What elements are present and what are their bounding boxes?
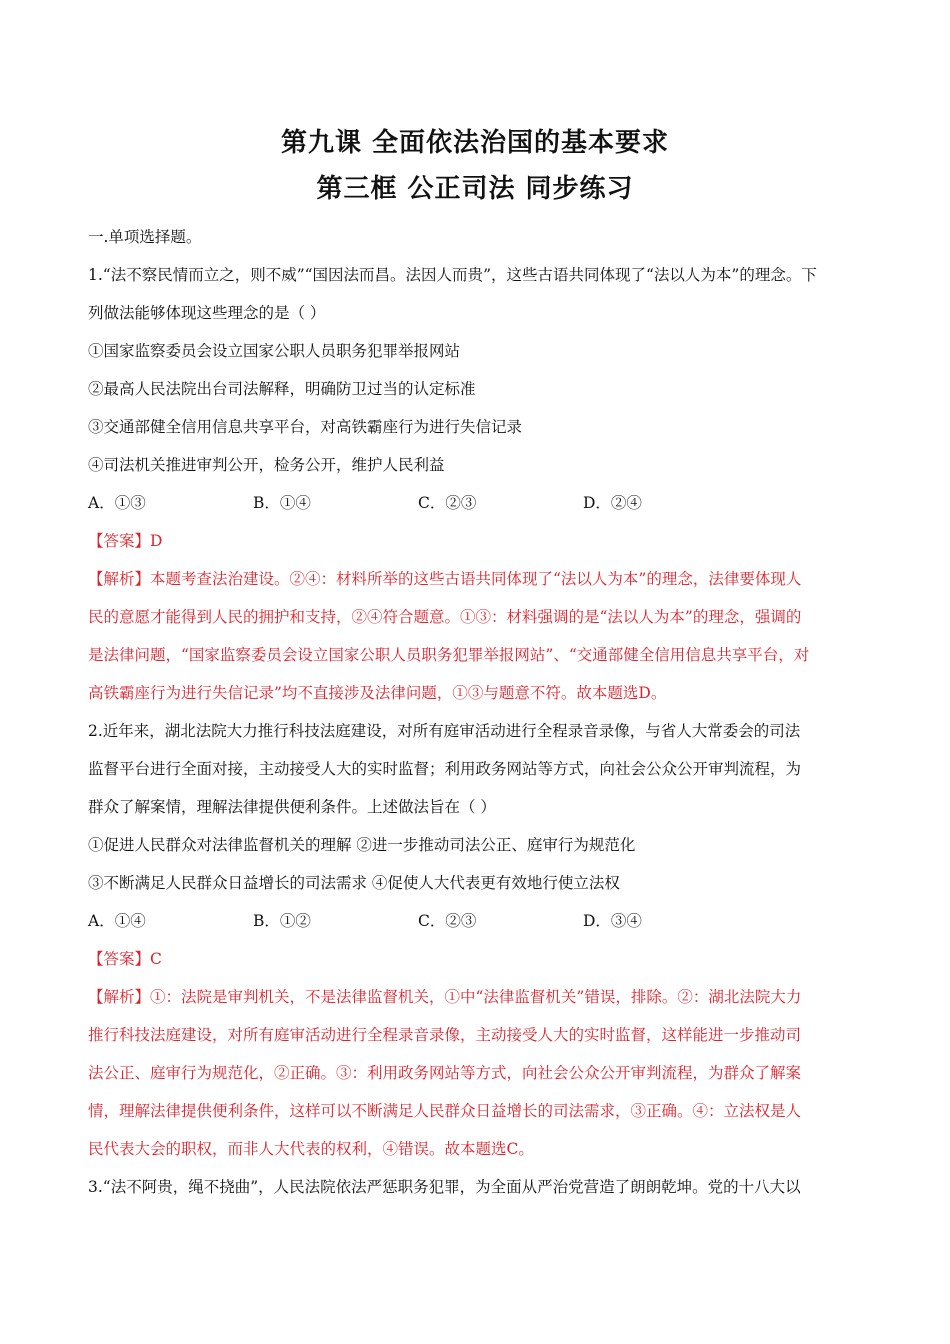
q2-analysis-line: 情，理解法律提供便利条件，这样可以不断满足人民群众日益增长的司法需求，③正确。④：立法权是人 — [88, 1102, 802, 1120]
q1-option-a: A．①③ — [88, 494, 146, 512]
q3-stem-line1: 3.“法不阿贵，绳不挠曲”，人民法院依法严惩职务犯罪，为全面从严治党营造了朗朗乾坤。党的十八大以 — [88, 1178, 801, 1196]
q1-stem-line2: 列做法能够体现这些理念的是（ ） — [88, 304, 326, 322]
q2-option-c: C．②③ — [418, 912, 477, 930]
q1-option-d: D．②④ — [583, 494, 642, 512]
page-title: 第九课 全面依法治国的基本要求 — [280, 128, 670, 158]
q1-item: ②最高人民法院出台司法解释，明确防卫过当的认定标准 — [88, 380, 476, 398]
q2-analysis-line: 民代表大会的职权，而非人大代表的权利，④错误。故本题选C。 — [88, 1140, 534, 1158]
q2-stem-line: 2.近年来，湖北法院大力推行科技法庭建设，对所有庭审活动进行全程录音录像，与省人大常委会的司法 — [88, 722, 801, 740]
q1-analysis-line: 【解析】本题考查法治建设。②④：材料所举的这些古语共同体现了“法以人为本”的理念，法律要体现人 — [88, 570, 802, 588]
section-heading: 一.单项选择题。 — [88, 228, 202, 246]
q2-answer: 【答案】C — [88, 950, 162, 968]
q2-item: ①促进人民群众对法律监督机关的理解 ②进一步推动司法公正、庭审行为规范化 — [88, 836, 636, 854]
q1-item: ③交通部健全信用信息共享平台，对高铁霸座行为进行失信记录 — [88, 418, 523, 436]
q1-answer: 【答案】D — [88, 532, 163, 550]
q2-stem-line: 群众了解案情，理解法律提供便利条件。上述做法旨在（ ） — [88, 798, 496, 816]
q1-option-c: C．②③ — [418, 494, 477, 512]
q1-item: ①国家监察委员会设立国家公职人员职务犯罪举报网站 — [88, 342, 461, 360]
q1-analysis-line: 民的意愿才能得到人民的拥护和支持，②④符合题意。①③：材料强调的是“法以人为本”的理念，强调的 — [88, 608, 802, 626]
q2-analysis-line: 【解析】①：法院是审判机关，不是法律监督机关，①中“法律监督机关”错误，排除。②：湖北法院大力 — [88, 988, 802, 1006]
q1-item: ④司法机关推进审判公开，检务公开，维护人民利益 — [88, 456, 445, 474]
q2-option-b: B．①② — [253, 912, 311, 930]
q2-stem-line: 监督平台进行全面对接，主动接受人大的实时监督；利用政务网站等方式，向社会公众公开审判流程，为 — [88, 760, 802, 778]
q2-analysis-line: 法公正、庭审行为规范化，②正确。③：利用政务网站等方式，向社会公众公开审判流程，为群众了解案 — [88, 1064, 802, 1082]
q1-stem-line1: 1.“法不察民情而立之，则不威”“国因法而昌。法因人而贵”，这些古语共同体现了“法以人为本”的理念。下 — [88, 266, 817, 284]
q1-analysis-line: 高铁霸座行为进行失信记录”均不直接涉及法律问题，①③与题意不符。故本题选D。 — [88, 684, 667, 702]
q2-option-a: A．①④ — [88, 912, 146, 930]
q2-item: ③不断满足人民群众日益增长的司法需求 ④促使人大代表更有效地行使立法权 — [88, 874, 620, 892]
q2-analysis-line: 推行科技法庭建设，对所有庭审活动进行全程录音录像，主动接受人大的实时监督，这样能进一步推动司 — [88, 1026, 802, 1044]
q1-analysis-line: 是法律问题，“国家监察委员会设立国家公职人员职务犯罪举报网站”、“交通部健全信用信息共享平台，对 — [88, 646, 810, 664]
q1-option-b: B．①④ — [253, 494, 311, 512]
page-subtitle: 第三框 公正司法 同步练习 — [316, 174, 634, 204]
q2-option-d: D．③④ — [583, 912, 642, 930]
